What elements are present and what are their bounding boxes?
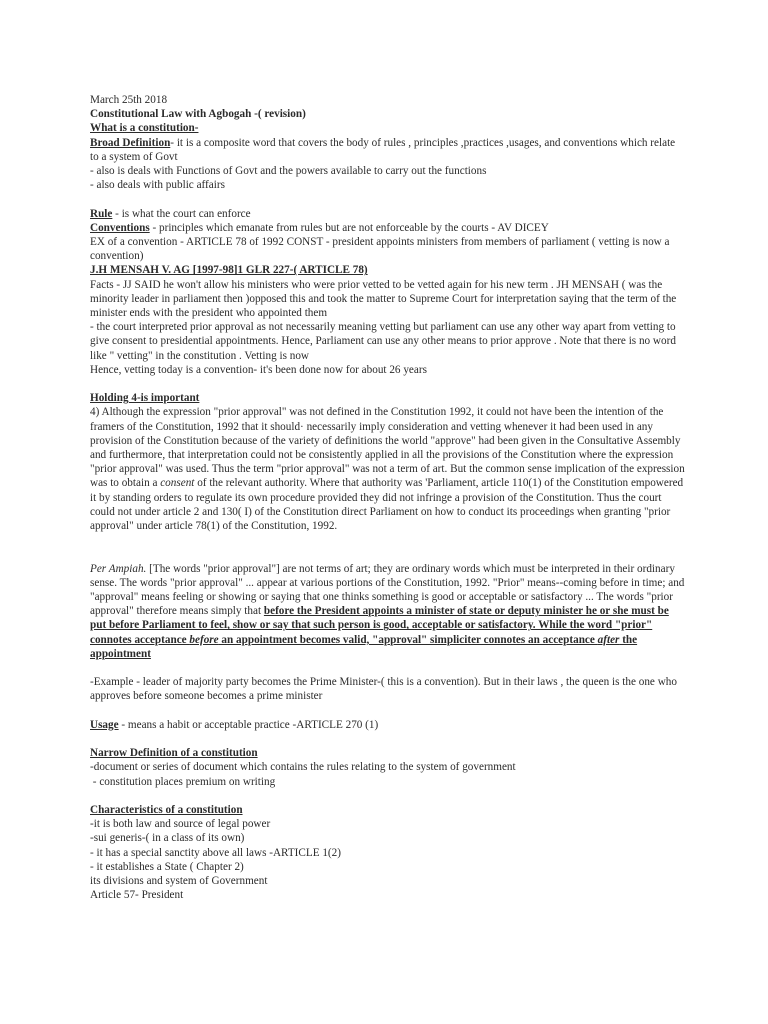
ampiah-bold-text: before the President appoints a minister of state or deputy minister he or she must be put before Parliament to feel, show or say that such person is good, acceptable or satisfactory. While the word "prior" connotes acceptance (90, 605, 669, 646)
narrow-line: -document or series of document which contains the rules relating to the system of government (90, 761, 516, 774)
case-facts: Facts - JJ SAID he won't allow his ministers who were prior vetted to be vetted again for his new term . JH MENSAH ( was the minority leader in parliament then )opposed this and took the matter to Supreme Court for interpretation saying that the term of the minister ends with the president who appointed them (90, 278, 677, 320)
course-title: Constitutional Law with Agbogah -( revision) (90, 108, 306, 121)
date-line: March 25th 2018 (90, 94, 168, 106)
ampiah-name: Per Ampiah. (90, 562, 147, 575)
holding-heading: Holding 4-is important (90, 392, 200, 405)
broad-definition-term: Broad Definition (90, 136, 171, 149)
rule-term: Rule (90, 207, 113, 220)
characteristic-line: Article 57- President (90, 889, 184, 902)
ampiah-bold-text: an appointment becomes valid, "approval" simpliciter connotes an acceptance (218, 633, 598, 646)
narrow-definition-heading: Narrow Definition of a constitution (90, 747, 258, 760)
holding-text (90, 405, 686, 533)
case-heading: J.H MENSAH V. AG [1997-98]1 GLR 227-( ARTICLE 78) (90, 264, 368, 277)
case-court-interpretation: - the court interpreted prior approval as not necessarily meaning vetting but parliament can use any other way apart from vetting to give consent to presidential appointments. Hence, Parliament can use any other means to prior approve . Note that there is no word like " vetting" in the constitution . Vetting is now (90, 321, 676, 362)
broad-definition-paragraph (90, 136, 686, 164)
holding-text-part: of the relevant authority. Where that authority was 'Parliament, article 110(1) of the Constitution empowered it by standing orders to regulate its own procedure provided they did not infringe a provision of the Constitution. Thus the court could not under article 2 and 130( I) of the Constitution direct Parliament on how to conduct its proceedings when granting "prior approval" under article 78(1) of the Constitution, 1992. (90, 477, 684, 533)
rule-paragraph (90, 207, 686, 221)
conventions-paragraph (90, 221, 686, 235)
document-page (90, 93, 686, 902)
ampiah-before-word: before (189, 633, 219, 646)
characteristic-line: - it establishes a State ( Chapter 2) (90, 860, 244, 873)
characteristic-line: -sui generis-( in a class of its own) (90, 832, 245, 845)
conventions-term: Conventions (90, 221, 150, 234)
broad-definition-text: - it is a composite word that covers the body of rules , principles ,practices ,usages, and conventions which relate to a system of Govt (90, 136, 676, 163)
characteristics-heading: Characteristics of a constitution (90, 804, 243, 817)
characteristic-line: - it has a special sanctity above all laws -ARTICLE 1(2) (90, 846, 341, 859)
usage-term: Usage (90, 718, 119, 731)
ampiah-after-word: after (597, 633, 620, 646)
conventions-text: - principles which emanate from rules but are not enforceable by the courts - AV DICEY (149, 221, 549, 234)
characteristic-line: -it is both law and source of legal power (90, 818, 271, 831)
case-hence: Hence, vetting today is a convention- it's been done now for about 26 years (90, 363, 427, 376)
rule-text: - is what the court can enforce (112, 207, 251, 220)
holding-consent-word: consent (160, 477, 195, 490)
characteristic-line: its divisions and system of Government (90, 875, 268, 888)
usage-text: - means a habit or acceptable practice -ARTICLE 270 (1) (118, 718, 379, 731)
prime-minister-example: -Example - leader of majority party becomes the Prime Minister-( this is a convention). But in their laws , the queen is the one who approves before someone becomes a prime minister (90, 676, 677, 703)
ampiah-bold-text: the appointment (90, 633, 638, 660)
broad-bullet: - also deals with public affairs (90, 179, 225, 192)
holding-text-part: 4) Although the expression "prior approval" was not defined in the Constitution 1992, it could not have been the intention of the framers of the Constitution, 1992 that it should· necessarily imply consideration and vetting whenever it had been used in any provision of the Constitution because of the variety of definitions the world "approve" had been given in the Consultative Assembly and furthermore, that interpretation could not be consistently applied in all the provisions of the Constitution where the expression "prior approval" was used. Thus the term "prior approval" was not a term of art. But the common sense implication of the expression was to obtain a (90, 406, 685, 490)
convention-example: EX of a convention - ARTICLE 78 of 1992 CONST - president appoints ministers from members of parliament ( vetting is now a convention) (90, 236, 670, 263)
usage-paragraph (90, 718, 686, 732)
ampiah-quote (90, 562, 686, 661)
narrow-line: - constitution places premium on writing (90, 775, 276, 788)
ampiah-text: [The words "prior approval"] are not terms of art; they are ordinary words which must be interpreted in their ordinary sense. The words "prior approval" ... appear at various portions of the Constitution, 1992. "Prior" means--coming before in time; and "approval" means feeling or showing or saying that one thinks something is good or acceptable or satisfactory ... The words "prior approval" therefore means simply that (90, 562, 685, 618)
heading-what-is-constitution: What is a constitution- (90, 122, 199, 135)
broad-bullet: - also is deals with Functions of Govt and the powers available to carry out the functions (90, 165, 487, 178)
